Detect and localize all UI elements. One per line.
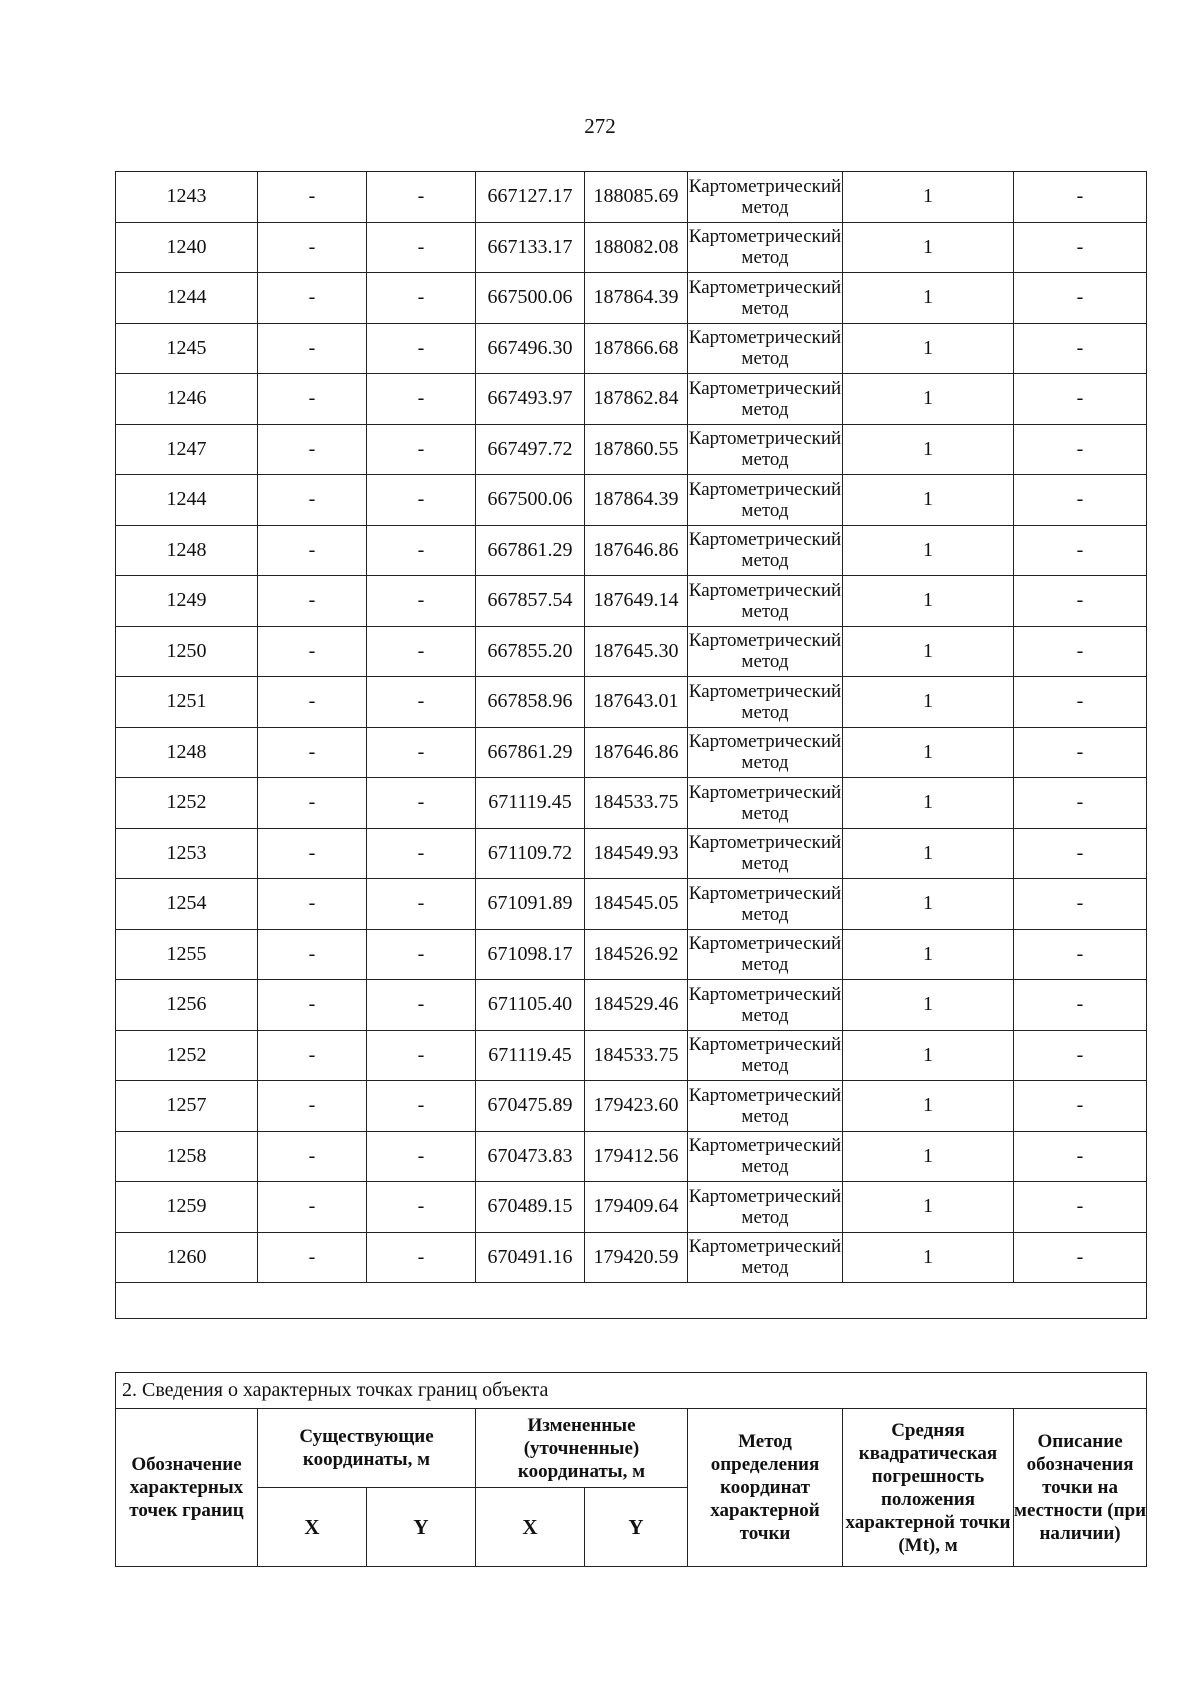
x-coordinate-cell: 667127.17 <box>476 172 585 223</box>
y-coordinate-cell: 188082.08 <box>585 222 688 273</box>
header-changed-x: X <box>476 1488 585 1567</box>
point-name-cell: 1243 <box>116 172 258 223</box>
header-method: Метод определения координат характерной точки <box>688 1409 843 1567</box>
description-cell: - <box>1014 778 1147 829</box>
y-coordinate-cell: 187864.39 <box>585 273 688 324</box>
point-name-cell: 1244 <box>116 273 258 324</box>
existing-y-cell: - <box>367 1232 476 1283</box>
existing-y-cell: - <box>367 172 476 223</box>
method-cell: Картометрический метод <box>688 677 843 728</box>
table-row <box>116 929 1147 980</box>
y-coordinate-cell: 184545.05 <box>585 879 688 930</box>
error-mt-cell: 1 <box>843 475 1014 526</box>
point-name-cell: 1260 <box>116 1232 258 1283</box>
table-row <box>116 374 1147 425</box>
existing-x-cell: - <box>258 475 367 526</box>
existing-y-cell: - <box>367 727 476 778</box>
error-mt-cell: 1 <box>843 626 1014 677</box>
table-row <box>116 677 1147 728</box>
existing-y-cell: - <box>367 374 476 425</box>
existing-x-cell: - <box>258 1131 367 1182</box>
existing-x-cell: - <box>258 273 367 324</box>
description-cell: - <box>1014 222 1147 273</box>
x-coordinate-cell: 671105.40 <box>476 980 585 1031</box>
point-name-cell: 1257 <box>116 1081 258 1132</box>
point-name-cell: 1246 <box>116 374 258 425</box>
description-cell: - <box>1014 1081 1147 1132</box>
table-row <box>116 1131 1147 1182</box>
table-row <box>116 323 1147 374</box>
x-coordinate-cell: 671109.72 <box>476 828 585 879</box>
method-cell: Картометрический метод <box>688 475 843 526</box>
empty-row <box>116 1283 1147 1319</box>
existing-x-cell: - <box>258 576 367 627</box>
y-coordinate-cell: 179409.64 <box>585 1182 688 1233</box>
table-row <box>116 1232 1147 1283</box>
description-cell: - <box>1014 879 1147 930</box>
existing-y-cell: - <box>367 980 476 1031</box>
header-error: Средняя квадратическая погрешность положения характерной точки (Mt), м <box>843 1409 1014 1567</box>
method-cell: Картометрический метод <box>688 172 843 223</box>
error-mt-cell: 1 <box>843 778 1014 829</box>
error-mt-cell: 1 <box>843 1131 1014 1182</box>
header-designation: Обозначение характерных точек границ <box>116 1409 258 1567</box>
error-mt-cell: 1 <box>843 172 1014 223</box>
y-coordinate-cell: 187649.14 <box>585 576 688 627</box>
table-row <box>116 1081 1147 1132</box>
point-name-cell: 1248 <box>116 727 258 778</box>
table-row <box>116 475 1147 526</box>
header-existing-x: X <box>258 1488 367 1567</box>
point-name-cell: 1251 <box>116 677 258 728</box>
description-cell: - <box>1014 1030 1147 1081</box>
point-name-cell: 1252 <box>116 1030 258 1081</box>
description-cell: - <box>1014 1182 1147 1233</box>
error-mt-cell: 1 <box>843 1081 1014 1132</box>
method-cell: Картометрический метод <box>688 929 843 980</box>
description-cell: - <box>1014 374 1147 425</box>
existing-y-cell: - <box>367 1131 476 1182</box>
existing-x-cell: - <box>258 424 367 475</box>
error-mt-cell: 1 <box>843 879 1014 930</box>
existing-y-cell: - <box>367 828 476 879</box>
point-name-cell: 1244 <box>116 475 258 526</box>
header-changed-coordinates: Измененные (уточненные) координаты, м <box>476 1409 688 1488</box>
method-cell: Картометрический метод <box>688 1081 843 1132</box>
existing-y-cell: - <box>367 1030 476 1081</box>
description-cell: - <box>1014 828 1147 879</box>
x-coordinate-cell: 670473.83 <box>476 1131 585 1182</box>
y-coordinate-cell: 184529.46 <box>585 980 688 1031</box>
x-coordinate-cell: 667133.17 <box>476 222 585 273</box>
existing-y-cell: - <box>367 1081 476 1132</box>
point-name-cell: 1256 <box>116 980 258 1031</box>
existing-x-cell: - <box>258 1030 367 1081</box>
point-name-cell: 1247 <box>116 424 258 475</box>
x-coordinate-cell: 670489.15 <box>476 1182 585 1233</box>
y-coordinate-cell: 179423.60 <box>585 1081 688 1132</box>
points-table <box>115 171 1147 1319</box>
table-row <box>116 626 1147 677</box>
existing-x-cell: - <box>258 727 367 778</box>
header-existing-coordinates: Существующие координаты, м <box>258 1409 476 1488</box>
description-cell: - <box>1014 475 1147 526</box>
table-row <box>116 1182 1147 1233</box>
error-mt-cell: 1 <box>843 525 1014 576</box>
description-cell: - <box>1014 273 1147 324</box>
table-row <box>116 525 1147 576</box>
existing-x-cell: - <box>258 879 367 930</box>
existing-y-cell: - <box>367 525 476 576</box>
method-cell: Картометрический метод <box>688 626 843 677</box>
description-cell: - <box>1014 980 1147 1031</box>
description-cell: - <box>1014 424 1147 475</box>
existing-x-cell: - <box>258 929 367 980</box>
description-cell: - <box>1014 525 1147 576</box>
point-name-cell: 1252 <box>116 778 258 829</box>
x-coordinate-cell: 671091.89 <box>476 879 585 930</box>
description-cell: - <box>1014 172 1147 223</box>
point-name-cell: 1253 <box>116 828 258 879</box>
error-mt-cell: 1 <box>843 1030 1014 1081</box>
x-coordinate-cell: 667500.06 <box>476 475 585 526</box>
error-mt-cell: 1 <box>843 1182 1014 1233</box>
existing-x-cell: - <box>258 778 367 829</box>
error-mt-cell: 1 <box>843 677 1014 728</box>
description-cell: - <box>1014 677 1147 728</box>
error-mt-cell: 1 <box>843 424 1014 475</box>
description-cell: - <box>1014 1131 1147 1182</box>
y-coordinate-cell: 187643.01 <box>585 677 688 728</box>
y-coordinate-cell: 184526.92 <box>585 929 688 980</box>
table-row <box>116 273 1147 324</box>
error-mt-cell: 1 <box>843 323 1014 374</box>
method-cell: Картометрический метод <box>688 374 843 425</box>
x-coordinate-cell: 667500.06 <box>476 273 585 324</box>
existing-y-cell: - <box>367 323 476 374</box>
y-coordinate-cell: 187862.84 <box>585 374 688 425</box>
description-cell: - <box>1014 727 1147 778</box>
header-description: Описание обозначения точки на местности (при наличии) <box>1014 1409 1147 1567</box>
point-name-cell: 1248 <box>116 525 258 576</box>
table-row <box>116 980 1147 1031</box>
method-cell: Картометрический метод <box>688 879 843 930</box>
method-cell: Картометрический метод <box>688 424 843 475</box>
y-coordinate-cell: 187860.55 <box>585 424 688 475</box>
x-coordinate-cell: 667861.29 <box>476 525 585 576</box>
y-coordinate-cell: 187864.39 <box>585 475 688 526</box>
existing-y-cell: - <box>367 576 476 627</box>
description-cell: - <box>1014 576 1147 627</box>
y-coordinate-cell: 184533.75 <box>585 778 688 829</box>
x-coordinate-cell: 671098.17 <box>476 929 585 980</box>
error-mt-cell: 1 <box>843 1232 1014 1283</box>
error-mt-cell: 1 <box>843 374 1014 425</box>
description-cell: - <box>1014 1232 1147 1283</box>
point-name-cell: 1254 <box>116 879 258 930</box>
empty-cell <box>116 1283 1147 1319</box>
method-cell: Картометрический метод <box>688 1030 843 1081</box>
existing-y-cell: - <box>367 879 476 930</box>
existing-y-cell: - <box>367 424 476 475</box>
table-row <box>116 172 1147 223</box>
header-changed-y: Y <box>585 1488 688 1567</box>
x-coordinate-cell: 671119.45 <box>476 1030 585 1081</box>
method-cell: Картометрический метод <box>688 576 843 627</box>
table-row <box>116 576 1147 627</box>
method-cell: Картометрический метод <box>688 727 843 778</box>
header-existing-y: Y <box>367 1488 476 1567</box>
existing-y-cell: - <box>367 1182 476 1233</box>
error-mt-cell: 1 <box>843 980 1014 1031</box>
description-cell: - <box>1014 626 1147 677</box>
x-coordinate-cell: 670475.89 <box>476 1081 585 1132</box>
existing-x-cell: - <box>258 677 367 728</box>
table-row <box>116 727 1147 778</box>
table-row <box>116 778 1147 829</box>
x-coordinate-cell: 667496.30 <box>476 323 585 374</box>
method-cell: Картометрический метод <box>688 525 843 576</box>
existing-x-cell: - <box>258 1081 367 1132</box>
page-number: 272 <box>584 114 616 138</box>
point-name-cell: 1255 <box>116 929 258 980</box>
existing-x-cell: - <box>258 172 367 223</box>
x-coordinate-cell: 667497.72 <box>476 424 585 475</box>
method-cell: Картометрический метод <box>688 1131 843 1182</box>
point-name-cell: 1258 <box>116 1131 258 1182</box>
point-name-cell: 1250 <box>116 626 258 677</box>
y-coordinate-cell: 187645.30 <box>585 626 688 677</box>
x-coordinate-cell: 667858.96 <box>476 677 585 728</box>
point-name-cell: 1240 <box>116 222 258 273</box>
existing-y-cell: - <box>367 677 476 728</box>
point-name-cell: 1249 <box>116 576 258 627</box>
section-2-header-table <box>115 1372 1147 1567</box>
y-coordinate-cell: 187646.86 <box>585 727 688 778</box>
existing-x-cell: - <box>258 980 367 1031</box>
table-row <box>116 879 1147 930</box>
description-cell: - <box>1014 323 1147 374</box>
y-coordinate-cell: 179412.56 <box>585 1131 688 1182</box>
existing-x-cell: - <box>258 828 367 879</box>
x-coordinate-cell: 667493.97 <box>476 374 585 425</box>
method-cell: Картометрический метод <box>688 323 843 374</box>
x-coordinate-cell: 667857.54 <box>476 576 585 627</box>
section-2-caption: 2. Сведения о характерных точках границ объекта <box>116 1373 1147 1409</box>
table-row <box>116 222 1147 273</box>
table-row <box>116 828 1147 879</box>
method-cell: Картометрический метод <box>688 828 843 879</box>
table-row <box>116 424 1147 475</box>
method-cell: Картометрический метод <box>688 273 843 324</box>
existing-x-cell: - <box>258 626 367 677</box>
method-cell: Картометрический метод <box>688 778 843 829</box>
existing-y-cell: - <box>367 222 476 273</box>
y-coordinate-cell: 187866.68 <box>585 323 688 374</box>
x-coordinate-cell: 667855.20 <box>476 626 585 677</box>
error-mt-cell: 1 <box>843 929 1014 980</box>
existing-x-cell: - <box>258 323 367 374</box>
existing-y-cell: - <box>367 273 476 324</box>
x-coordinate-cell: 667861.29 <box>476 727 585 778</box>
existing-y-cell: - <box>367 626 476 677</box>
existing-x-cell: - <box>258 1232 367 1283</box>
y-coordinate-cell: 184549.93 <box>585 828 688 879</box>
description-cell: - <box>1014 929 1147 980</box>
existing-y-cell: - <box>367 778 476 829</box>
y-coordinate-cell: 179420.59 <box>585 1232 688 1283</box>
y-coordinate-cell: 187646.86 <box>585 525 688 576</box>
existing-x-cell: - <box>258 222 367 273</box>
point-name-cell: 1245 <box>116 323 258 374</box>
x-coordinate-cell: 671119.45 <box>476 778 585 829</box>
method-cell: Картометрический метод <box>688 1232 843 1283</box>
y-coordinate-cell: 184533.75 <box>585 1030 688 1081</box>
error-mt-cell: 1 <box>843 222 1014 273</box>
error-mt-cell: 1 <box>843 273 1014 324</box>
existing-x-cell: - <box>258 525 367 576</box>
method-cell: Картометрический метод <box>688 980 843 1031</box>
method-cell: Картометрический метод <box>688 222 843 273</box>
error-mt-cell: 1 <box>843 828 1014 879</box>
existing-x-cell: - <box>258 374 367 425</box>
table-row <box>116 1030 1147 1081</box>
error-mt-cell: 1 <box>843 727 1014 778</box>
existing-y-cell: - <box>367 929 476 980</box>
existing-x-cell: - <box>258 1182 367 1233</box>
existing-y-cell: - <box>367 475 476 526</box>
point-name-cell: 1259 <box>116 1182 258 1233</box>
x-coordinate-cell: 670491.16 <box>476 1232 585 1283</box>
y-coordinate-cell: 188085.69 <box>585 172 688 223</box>
error-mt-cell: 1 <box>843 576 1014 627</box>
method-cell: Картометрический метод <box>688 1182 843 1233</box>
